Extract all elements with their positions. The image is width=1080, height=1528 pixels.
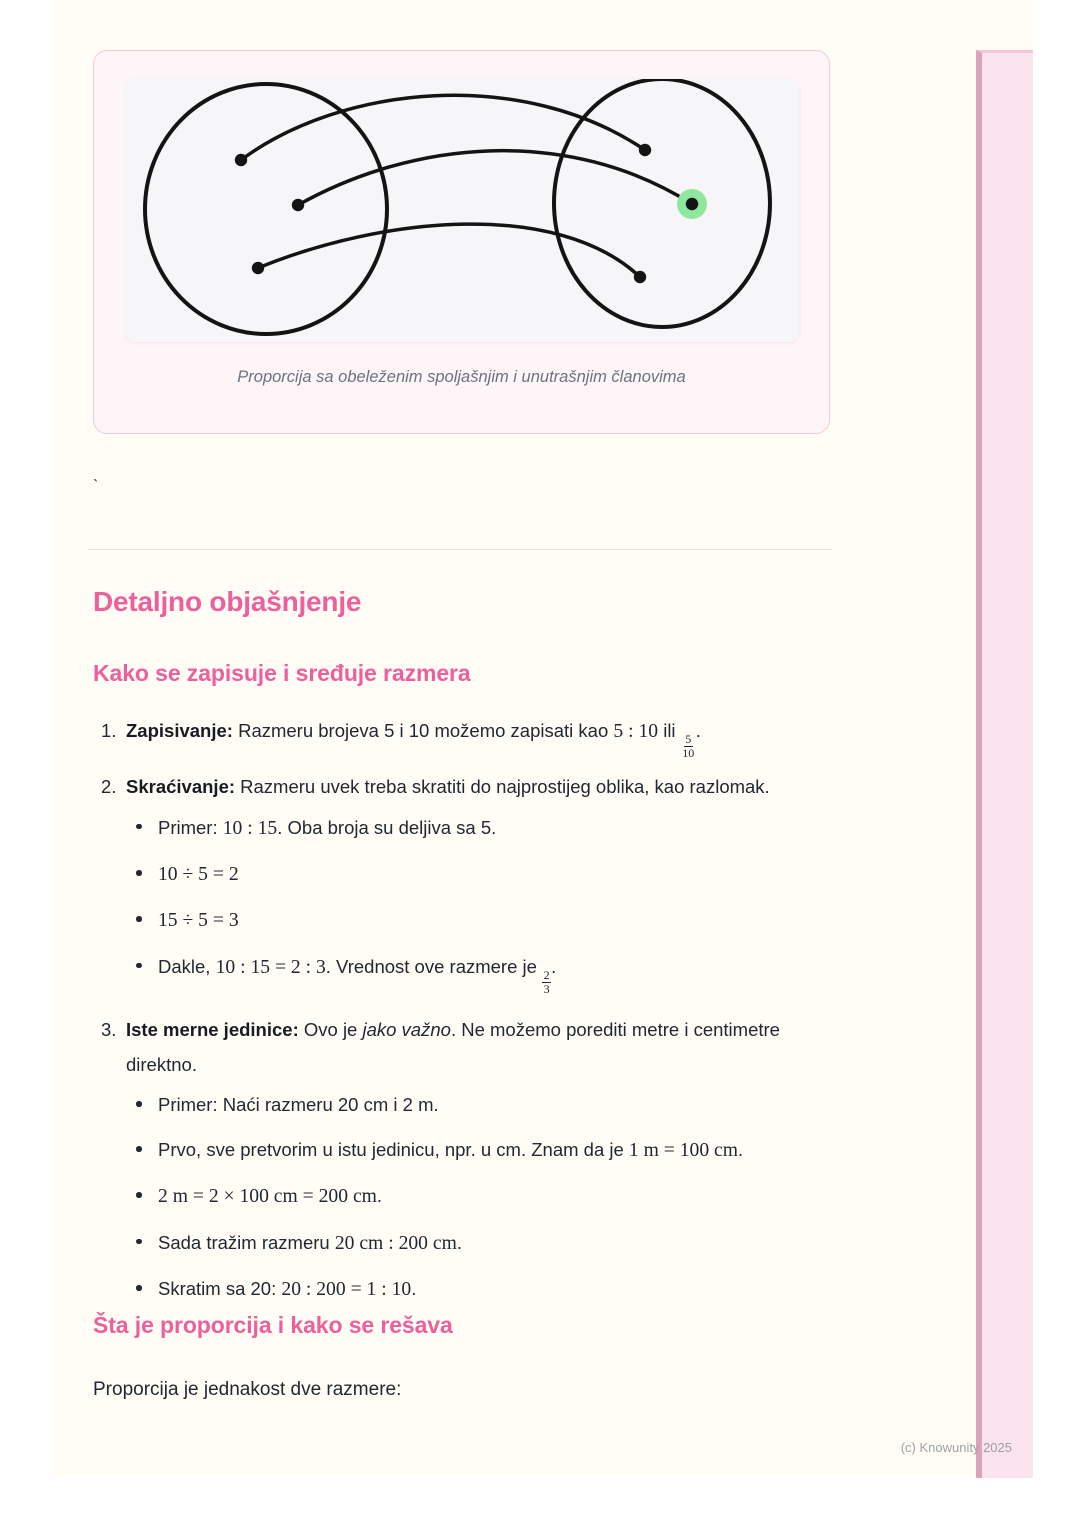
- bullet-item: 10 ÷ 5 = 2: [126, 860, 832, 889]
- fraction: $\frac{2}{3}$: [543, 967, 550, 996]
- left-set-circle: [145, 84, 387, 334]
- figure-card: [93, 50, 830, 434]
- list-item: 3. Iste merne jedinice: Ovo je jako važno. Ne možemo porediti metre i centimetre direktno. Primer: Naći razmeru 20 cm i 2 m. Prvo, sve pretvorim u istu jedinicu, npr. u cm. Znam da je 1 m = 100 cm. 2 m = 2 × 100 cm = 200 cm. Sada tražim razmeru 20 cm : 200 cm. Skratim sa 20: 20 : 200 = 1 : 10.: [93, 1013, 832, 1305]
- member-dot: [638, 144, 650, 156]
- mapping-curve: [258, 224, 640, 277]
- list-item-number: 1.: [101, 720, 117, 741]
- figure-caption: Proporcija sa obeleženim spoljašnjim i unutrašnjim članovima: [237, 368, 686, 386]
- copyright-footer: (c) Knowunity 2025: [900, 1440, 1012, 1455]
- section-divider: [88, 549, 832, 550]
- stray-backtick: `: [93, 478, 99, 495]
- section-heading: Detaljno objašnjenje: [93, 586, 362, 617]
- member-dot: [685, 198, 697, 210]
- proportion-diagram: [125, 79, 799, 342]
- bullet-item: Sada tražim razmeru 20 cm : 200 cm.: [126, 1229, 832, 1258]
- sub-bullet-list: [126, 814, 832, 996]
- bullet-item: Prvo, sve pretvorim u istu jedinicu, npr. u cm. Znam da je 1 m = 100 cm.: [126, 1136, 832, 1165]
- subsection-heading-proporcija: Šta je proporcija i kako se rešava: [93, 1312, 453, 1338]
- list-item: 2. Skraćivanje: Razmeru uvek treba skratiti do najprostijeg oblika, kao razlomak. Primer: 10 : 15. Oba broja su deljiva sa 5. 10 ÷ 5 = 2 15 ÷ 5 = 3 Dakle, 10 : 15 = 2 : 3. Vrednost ove razmere je $\frac{2}{3}$ .: [93, 770, 832, 996]
- list-item-number: 3.: [101, 1018, 117, 1040]
- mapping-curve: [241, 95, 645, 160]
- member-dot: [633, 271, 645, 283]
- diagram-panel: [125, 79, 799, 342]
- sub-bullet-list: [126, 1091, 832, 1304]
- member-dot: [234, 154, 246, 166]
- bullet-item: Primer: Naći razmeru 20 cm i 2 m.: [126, 1091, 832, 1119]
- right-sidebar-bar: [976, 50, 1033, 1478]
- explanation-list: [93, 714, 832, 1305]
- bullet-item: Skratim sa 20: 20 : 200 = 1 : 10.: [126, 1275, 832, 1304]
- fraction: $\frac{5}{10}$: [682, 732, 695, 760]
- list-item: 1. Zapisivanje: Razmeru brojeva 5 i 10 možemo zapisati kao 5 : 10 ili $\frac{5}{10}$ .: [93, 714, 832, 760]
- bullet-item: 2 m = 2 × 100 cm = 200 cm.: [126, 1182, 832, 1211]
- list-item-number: 2.: [101, 775, 117, 797]
- subsection-heading-razmera: Kako se zapisuje i sređuje razmera: [93, 660, 471, 686]
- bullet-item: Dakle, 10 : 15 = 2 : 3. Vrednost ove razmere je $\frac{2}{3}$ .: [126, 953, 832, 996]
- right-set-circle: [554, 79, 770, 327]
- bullet-item: 15 ÷ 5 = 3: [126, 906, 832, 935]
- explanation-list-wrap: [93, 714, 832, 1322]
- bullet-item: Primer: 10 : 15. Oba broja su deljiva sa 5.: [126, 814, 832, 843]
- closing-paragraph: Proporcija je jednakost dve razmere:: [93, 1379, 402, 1400]
- mapping-curve: [298, 151, 692, 205]
- member-dot: [251, 262, 263, 274]
- member-dot: [291, 199, 303, 211]
